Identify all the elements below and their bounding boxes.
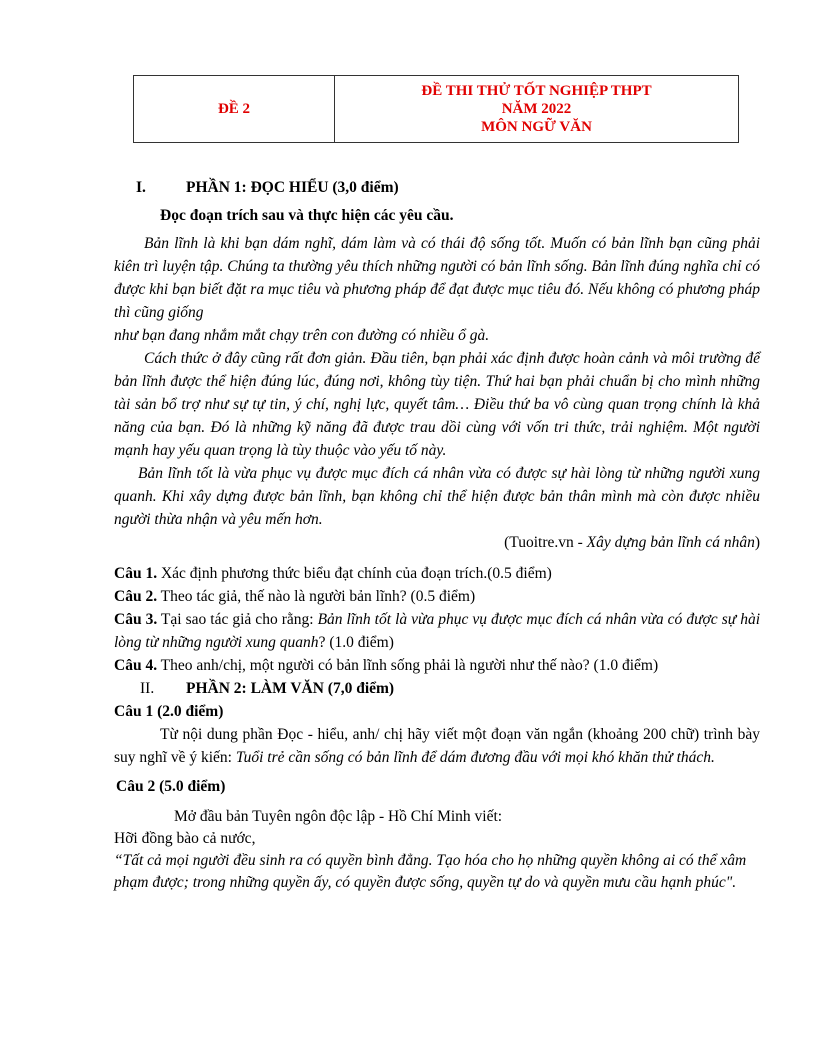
part2-number: II. xyxy=(140,680,155,697)
passage-paragraph-1a: Bản lĩnh là khi bạn dám nghĩ, dám làm và có thái độ sống tốt. Muốn có bản lĩnh bạn cũng phải kiên trì luyện tập. Chúng ta thường yêu thích những người có bản lĩnh sống. Bản lĩnh đúng nghĩa chỉ có được khi bạn biết đặt ra mục tiêu và phương pháp để đạt được mục tiêu đó. Nếu không có phương pháp thì cũng giống xyxy=(114,235,760,321)
question-3 xyxy=(114,608,760,654)
essay-2-quote: “Tất cả mọi người đều sinh ra có quyền bình đẳng. Tạo hóa cho họ những quyền không ai có thể xâm phạm được; trong những quyền ấy, có quyền được sống, quyền tự do và quyền mưu cầu hạnh phúc". xyxy=(114,852,747,891)
header-table xyxy=(133,75,739,143)
part1-instruction: Đọc đoạn trích sau và thực hiện các yêu cầu. xyxy=(160,207,454,224)
source-title: Xây dựng bản lĩnh cá nhân xyxy=(586,534,755,551)
question-text: Tại sao tác giả cho rằng: xyxy=(157,611,318,628)
part1-title: PHẦN 1: ĐỌC HIỂU (3,0 điểm) xyxy=(186,179,399,196)
essay-2-intro: Mở đầu bản Tuyên ngôn độc lập - Hồ Chí Minh viết: xyxy=(174,808,503,825)
question-text: Theo tác giả, thế nào là người bản lĩnh? (0.5 điểm) xyxy=(157,588,476,605)
question-quote: Bản lĩnh tốt là vừa phục vụ được mục đích cá nhân vừa có được sự hài lòng từ những người xung quanh xyxy=(114,611,760,651)
exam-subject: MÔN NGỮ VĂN xyxy=(481,119,592,135)
essay-1-heading: Câu 1 (2.0 điểm) xyxy=(114,703,224,720)
question-label: Câu 3. xyxy=(114,611,158,628)
question-text: Xác định phương thức biểu đạt chính của đoạn trích.(0.5 điểm) xyxy=(157,565,552,582)
question-label: Câu 4. xyxy=(114,657,158,674)
essay-2-greeting: Hỡi đồng bào cả nước, xyxy=(114,830,256,847)
question-4 xyxy=(114,654,760,677)
essay-2-block xyxy=(114,806,760,894)
passage-source xyxy=(114,531,760,554)
essay-1-prompt xyxy=(114,723,760,769)
exam-year-prefix: NĂM xyxy=(501,101,542,117)
question-1 xyxy=(114,562,760,585)
question-label: Câu 1. xyxy=(114,565,158,582)
question-text-end: ? (1.0 điểm) xyxy=(318,634,394,651)
essay-1-quote: Tuổi trẻ cần sống có bản lĩnh để dám đương đầu với mọi khó khăn thử thách xyxy=(235,749,712,766)
exam-title-cell xyxy=(335,76,738,142)
exam-title-line1: ĐỀ THI THỬ TỐT NGHIỆP THPT xyxy=(421,83,652,99)
question-text: Theo anh/chị, một người có bản lĩnh sống phải là người như thế nào? (1.0 điểm) xyxy=(157,657,659,674)
exam-code-cell xyxy=(134,76,335,142)
passage-paragraph-3: Bản lĩnh tốt là vừa phục vụ được mục đích cá nhân vừa có được sự hài lòng từ những người xung quanh. Khi xây dựng được bản lĩnh, bạn không chỉ thể hiện được bản thân mình mà còn được nhiều người thừa nhận và yêu mến hơn. xyxy=(114,465,760,528)
essay-1-end: . xyxy=(711,749,715,766)
part2-heading xyxy=(114,677,760,700)
part1-heading xyxy=(114,176,760,199)
source-close: ) xyxy=(754,534,760,551)
part2-title: PHẦN 2: LÀM VĂN (7,0 điểm) xyxy=(186,680,395,697)
source-site: (Tuoitre.vn - xyxy=(504,534,587,551)
passage-paragraph-2: Cách thức ở đây cũng rất đơn giản. Đầu tiên, bạn phải xác định được hoàn cảnh và môi trường để bản lĩnh được thể hiện đúng lúc, đúng nơi, không tùy tiện. Thứ hai bạn phải chuẩn bị cho mình những tài sản bổ trợ như sự tự tin, ý chí, nghị lực, quyết tâm… Điều thứ ba vô cùng quan trọng chính là khả năng của bạn. Đó là những kỹ năng đã được trau dồi cùng với vốn tri thức, trải nghiệm. Một người mạnh hay yếu quan trọng là tùy thuộc vào yếu tố này. xyxy=(114,350,760,459)
part1-number: I. xyxy=(136,179,146,196)
passage-paragraph-1b: như bạn đang nhắm mắt chạy trên con đường có nhiều ổ gà. xyxy=(114,327,490,344)
question-label: Câu 2. xyxy=(114,588,158,605)
exam-year: 2022 xyxy=(541,101,572,117)
essay-1-text: Từ nội dung phần Đọc - hiểu, anh/ chị hãy viết một đoạn văn ngắn (khoảng 200 chữ) trình bày suy nghĩ về ý kiến: xyxy=(114,726,760,766)
exam-code: ĐỀ 2 xyxy=(217,100,251,117)
essay-2-heading: Câu 2 (5.0 điểm) xyxy=(116,778,226,795)
exam-title-line2 xyxy=(502,100,572,118)
exam-content xyxy=(114,176,760,894)
question-2 xyxy=(114,585,760,608)
